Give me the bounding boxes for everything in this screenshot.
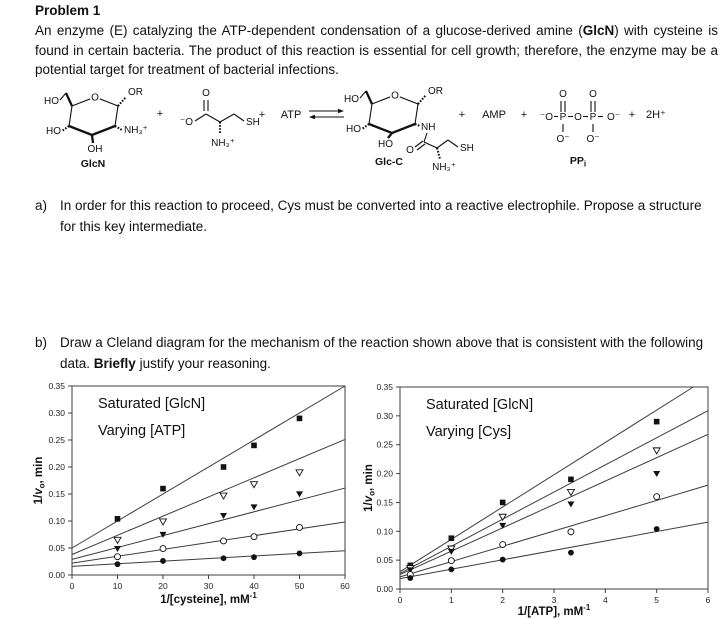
y-tick-label: 0.00 bbox=[376, 584, 393, 594]
plot-annotation: Saturated [GlcN] bbox=[98, 396, 206, 412]
y-tick-label: 0.35 bbox=[48, 381, 65, 391]
data-point bbox=[448, 566, 454, 572]
ammonium-label: NH₃⁺ bbox=[124, 125, 148, 136]
wedge-bond bbox=[388, 133, 392, 138]
hydroxyl-label: HO bbox=[344, 94, 359, 105]
data-point bbox=[500, 557, 506, 563]
bridge-o-label: O bbox=[574, 112, 582, 123]
thiol-label: SH bbox=[246, 117, 260, 128]
phosphoryl-o-label: O bbox=[589, 89, 597, 100]
data-point bbox=[297, 416, 303, 422]
question-b-label: b) bbox=[35, 335, 48, 350]
data-point bbox=[654, 526, 660, 532]
data-point bbox=[500, 500, 506, 506]
data-point bbox=[653, 448, 660, 454]
phosphorus-label: P bbox=[589, 112, 597, 123]
phosphoryl-o-label: O bbox=[559, 89, 567, 100]
data-point bbox=[568, 477, 574, 483]
bond bbox=[360, 91, 366, 98]
protons-label: 2H⁺ bbox=[646, 109, 666, 121]
x-tick-label: 20 bbox=[158, 581, 168, 591]
anionic-o-label: O⁻ bbox=[586, 134, 600, 145]
data-point bbox=[160, 546, 166, 552]
ring-oxygen-label: O bbox=[91, 92, 99, 104]
data-point bbox=[221, 538, 227, 544]
data-point bbox=[297, 551, 303, 557]
y-axis-label: $1/v_o$, min bbox=[33, 456, 47, 505]
question-a-text: In order for this reaction to proceed, Cys must be converted into a reactive electrophile. Propose a structure for this key intermediate. bbox=[60, 198, 702, 234]
data-point bbox=[221, 464, 227, 470]
data-point bbox=[448, 558, 454, 564]
x-tick-label: 40 bbox=[249, 581, 259, 591]
x-tick-label: 30 bbox=[203, 581, 214, 591]
bond bbox=[424, 142, 437, 148]
hashed-bond bbox=[62, 126, 69, 131]
hashed-bond bbox=[437, 148, 440, 159]
phosphorus-label: P bbox=[559, 112, 567, 123]
data-point bbox=[251, 554, 257, 560]
or-label: OR bbox=[128, 87, 143, 98]
data-point bbox=[221, 555, 227, 561]
plus-sign: + bbox=[258, 109, 266, 121]
bond bbox=[66, 93, 72, 106]
forward-arrowhead bbox=[338, 109, 344, 113]
data-point bbox=[296, 491, 303, 497]
data-point bbox=[251, 534, 257, 540]
x-tick-label: 5 bbox=[654, 595, 660, 605]
plus-sign: + bbox=[520, 109, 528, 121]
chart-varying-atp bbox=[30, 378, 360, 620]
y-tick-label: 0.15 bbox=[48, 489, 65, 499]
ammonium-label: NH₃⁺ bbox=[211, 138, 235, 149]
fit-line bbox=[400, 434, 708, 574]
data-point bbox=[251, 504, 258, 510]
amp-label: AMP bbox=[482, 109, 506, 121]
y-tick-label: 0.10 bbox=[376, 526, 393, 537]
y-axis-label: $1/v_o$, min bbox=[363, 464, 377, 512]
bond bbox=[220, 114, 234, 122]
data-point bbox=[220, 513, 227, 519]
glcn-structure bbox=[44, 87, 148, 170]
bond bbox=[234, 114, 244, 121]
data-point bbox=[114, 537, 121, 543]
fit-line bbox=[72, 522, 345, 563]
plus-sign: + bbox=[628, 109, 636, 121]
fit-line bbox=[72, 551, 345, 567]
y-tick-label: 0.05 bbox=[48, 543, 65, 553]
plot-annotation: Varying [ATP] bbox=[98, 423, 186, 439]
glcc-structure bbox=[344, 86, 474, 173]
data-point bbox=[297, 524, 303, 530]
data-point bbox=[296, 470, 303, 476]
y-tick-label: 0.00 bbox=[48, 570, 65, 580]
x-tick-label: 0 bbox=[397, 595, 403, 605]
pyrophosphate-structure bbox=[540, 89, 620, 169]
y-tick-label: 0.05 bbox=[376, 555, 393, 566]
data-point bbox=[220, 493, 227, 499]
y-tick-label: 0.20 bbox=[48, 462, 65, 472]
amide-o-label: O bbox=[406, 145, 414, 156]
chart-varying-cys bbox=[360, 377, 722, 620]
question-b-text bbox=[60, 333, 721, 374]
data-point bbox=[500, 542, 506, 548]
intro-text: An enzyme (E) catalyzing the ATP-dependent condensation of a glucose-derived amine ( bbox=[35, 23, 583, 38]
thiol-label: SH bbox=[460, 143, 474, 154]
carboxylate-o-label: ⁻O bbox=[179, 117, 193, 128]
x-tick-label: 50 bbox=[294, 581, 305, 591]
plot-frame bbox=[72, 386, 345, 575]
glcc-name: Glc-C bbox=[374, 156, 404, 168]
plus-sign: + bbox=[458, 109, 466, 121]
data-point bbox=[115, 516, 121, 522]
intro-text: ) with cysteine is found in certain bacteria. The product of this reaction is essential for cell growth; therefore, the enzyme may be a potential target for treatment of bacterial infections. bbox=[35, 23, 718, 78]
x-tick-label: 1 bbox=[448, 595, 454, 605]
data-point bbox=[115, 561, 121, 567]
problem-title: Problem 1 bbox=[35, 3, 101, 18]
hydroxyl-label: HO bbox=[46, 126, 61, 137]
data-point bbox=[499, 523, 506, 529]
data-point bbox=[653, 471, 660, 477]
intro-paragraph bbox=[35, 21, 718, 80]
y-tick-label: 0.30 bbox=[376, 410, 393, 421]
data-point bbox=[567, 489, 574, 495]
atp-label: ATP bbox=[280, 109, 302, 121]
y-tick-label: 0.20 bbox=[376, 468, 393, 479]
bond bbox=[206, 114, 220, 122]
hydroxyl-label: HO bbox=[44, 96, 59, 107]
bond bbox=[424, 133, 427, 142]
x-tick-label: 2 bbox=[500, 595, 506, 605]
bond bbox=[60, 93, 66, 100]
x-tick-label: 3 bbox=[551, 595, 557, 605]
data-point bbox=[251, 443, 257, 449]
x-tick-label: 0 bbox=[69, 581, 75, 591]
data-point bbox=[160, 519, 167, 525]
data-point bbox=[115, 554, 121, 560]
data-point bbox=[568, 529, 574, 535]
x-axis-label: 1/[ATP], $mM^{-1}$ bbox=[517, 603, 591, 618]
terminal-o-label: ⁻O bbox=[539, 112, 553, 123]
y-tick-label: 0.25 bbox=[48, 435, 65, 445]
ppi-name-base: PP bbox=[569, 155, 584, 167]
y-tick-label: 0.10 bbox=[48, 516, 65, 526]
terminal-o-label: O⁻ bbox=[607, 112, 621, 123]
amide-nh-label: NH bbox=[421, 122, 436, 133]
plus-sign: + bbox=[156, 108, 164, 120]
x-axis-label: 1/[cysteine], $mM^{-1}$ bbox=[160, 591, 257, 606]
hydroxyl-label: OH bbox=[87, 144, 103, 155]
ring-wedge-bonds bbox=[69, 126, 115, 135]
carbonyl-o-label: O bbox=[202, 88, 210, 99]
question-b bbox=[35, 333, 721, 374]
plot-annotation: Varying [Cys] bbox=[426, 424, 512, 440]
bond bbox=[437, 140, 448, 148]
data-point bbox=[568, 550, 574, 556]
fit-line bbox=[400, 387, 693, 572]
hydroxyl-label: HO bbox=[346, 124, 361, 135]
data-point bbox=[114, 546, 121, 552]
anionic-o-label: O⁻ bbox=[556, 134, 570, 145]
plot-annotation: Saturated [GlcN] bbox=[426, 397, 534, 413]
y-tick-label: 0.15 bbox=[376, 497, 393, 508]
data-point bbox=[449, 535, 455, 541]
hydroxyl-label: HO bbox=[378, 139, 393, 150]
glcn-name: GlcN bbox=[80, 158, 106, 170]
data-point bbox=[407, 575, 413, 581]
y-tick-label: 0.25 bbox=[376, 439, 393, 450]
reaction-scheme bbox=[32, 80, 722, 175]
hashed-bond bbox=[415, 124, 420, 126]
x-tick-label: 6 bbox=[705, 595, 711, 605]
x-tick-label: 10 bbox=[112, 581, 123, 591]
x-tick-label: 60 bbox=[340, 581, 350, 591]
ppi-name-sub: i bbox=[583, 159, 587, 169]
wedge-bond bbox=[92, 135, 93, 143]
x-tick-label: 4 bbox=[602, 595, 608, 605]
bond bbox=[195, 114, 206, 121]
ppi-name bbox=[570, 155, 586, 169]
data-point bbox=[654, 494, 660, 500]
data-point bbox=[499, 514, 506, 520]
question-b-text-end: justify your reasoning. bbox=[135, 355, 271, 371]
equilibrium-arrows-icon bbox=[309, 109, 344, 119]
data-point bbox=[567, 502, 574, 508]
hashed-bond bbox=[418, 95, 426, 104]
cysteine-structure bbox=[180, 88, 260, 149]
question-a bbox=[35, 196, 721, 237]
data-point bbox=[160, 558, 166, 564]
ammonium-label: NH₃⁺ bbox=[432, 162, 456, 173]
question-a-label: a) bbox=[35, 198, 48, 213]
fit-line bbox=[72, 439, 345, 554]
hashed-bond bbox=[115, 126, 122, 130]
y-tick-label: 0.35 bbox=[376, 382, 393, 392]
ring-oxygen-label: O bbox=[391, 90, 399, 102]
data-point bbox=[654, 419, 660, 425]
ring-wedge-bonds bbox=[369, 124, 415, 133]
or-label: OR bbox=[428, 86, 443, 97]
question-b-text-start: Draw a Cleland diagram for the mechanism of the reaction shown above that is consistent with the following data. bbox=[60, 335, 704, 371]
data-point bbox=[160, 486, 166, 492]
data-point bbox=[251, 482, 258, 488]
bond bbox=[366, 91, 372, 104]
hashed-bond bbox=[362, 124, 369, 129]
reverse-arrowhead bbox=[309, 115, 315, 119]
plot-frame bbox=[400, 387, 708, 589]
y-tick-label: 0.30 bbox=[48, 408, 65, 418]
bond bbox=[448, 140, 458, 147]
question-b-bold-word: Briefly bbox=[93, 355, 136, 371]
glcn-abbrev: GlcN bbox=[582, 23, 615, 38]
hashed-bond bbox=[118, 97, 126, 106]
